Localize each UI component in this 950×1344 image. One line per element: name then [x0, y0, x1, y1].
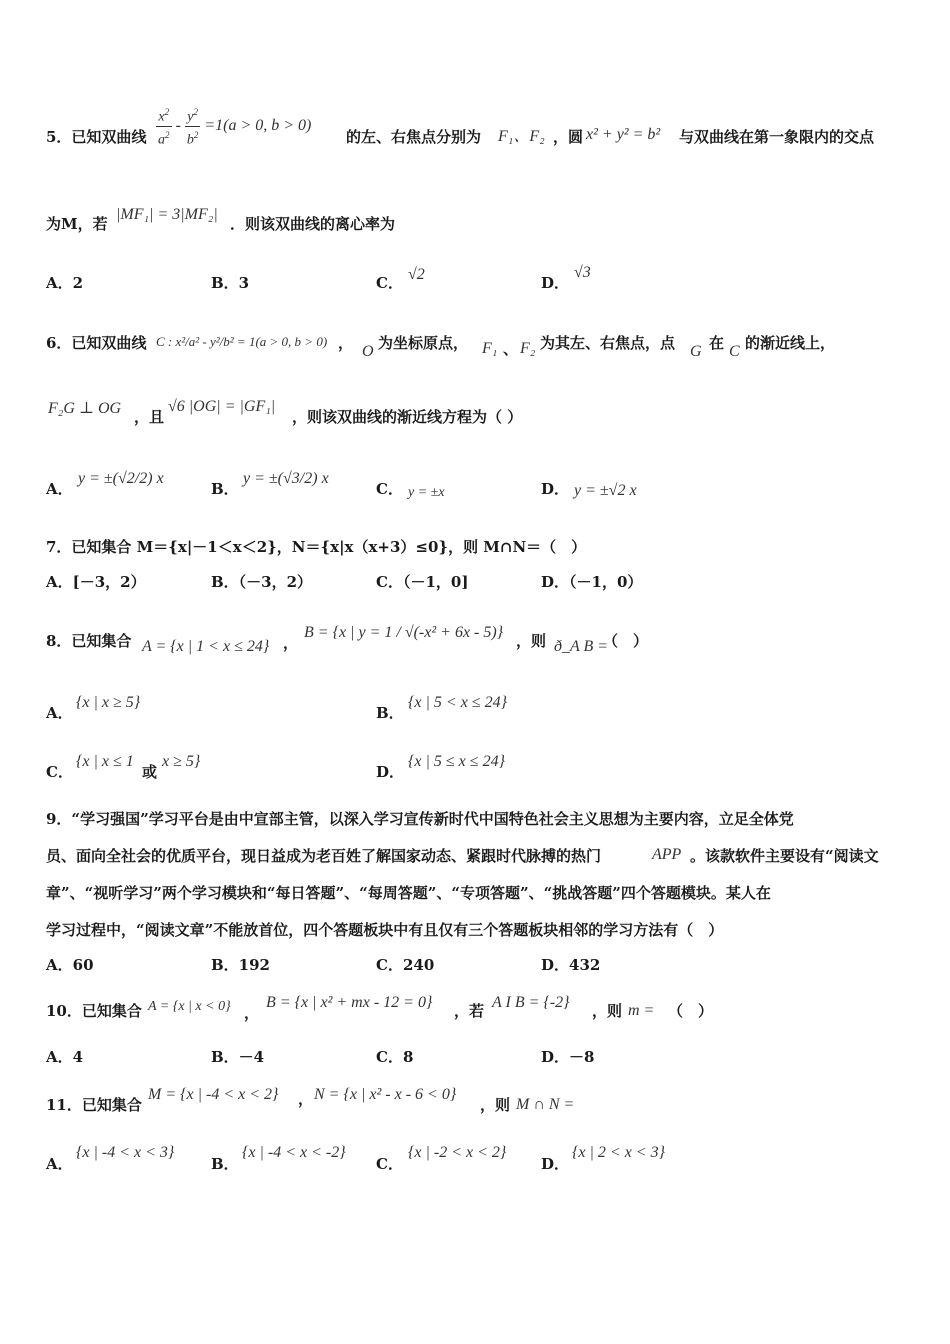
q5-lead: 5．已知双曲线 [46, 128, 147, 146]
q6-option-a-value: y = ±(√2/2) x [78, 470, 164, 487]
q5-foci-symbols: F₁、F₂ [498, 128, 545, 145]
q6-zai: 在 [709, 334, 725, 352]
q9-app: APP [652, 846, 682, 863]
q8-set-b: B = {x | y = 1 / √(-x² + 6x - 5)} [304, 624, 504, 641]
q6-option-c-value: y = ±x [408, 485, 445, 500]
q10-ze: ，则 [592, 1002, 623, 1020]
q9-option-b[interactable]: B．192 [211, 956, 270, 974]
q10-paren: （ ） [668, 1002, 714, 1020]
q8-option-c-value: {x | x ≤ 1 [76, 753, 134, 770]
q5-foci-text: 的左、右焦点分别为 [346, 128, 482, 146]
q6-perpendicular: F₂G ⊥ OG [48, 400, 122, 417]
q5-option-d[interactable]: D． [541, 274, 570, 292]
q8-option-d-value: {x | 5 ≤ x ≤ 24} [408, 753, 505, 770]
q5-circle-equation: x² + y² = b² [586, 126, 661, 143]
q9-line-1: 9．“学习强国”学习平台是由中宣部主管，以深入学习宣传新时代中国特色社会主义思想为主要内容，立足全体党 [46, 810, 794, 828]
q11-option-a-value: {x | -4 < x < 3} [76, 1144, 175, 1161]
q11-comma: ， [298, 1090, 314, 1108]
q11-option-c-value: {x | -2 < x < 2} [408, 1144, 507, 1161]
q11-set-m: M = {x | -4 < x < 2} [148, 1086, 279, 1103]
q9-line-3: 章”、“视听学习”两个学习模块和“每日答题”、“每周答题”、“专项答题”、“挑战答题”四个答题模块。某人在 [46, 884, 771, 902]
q5-option-c[interactable]: C． [376, 274, 403, 292]
q8-ze: ，则 [516, 632, 547, 650]
q6-foci-text: 为其左、右焦点，点 [540, 334, 676, 352]
q8-option-c-value-2: x ≥ 5} [162, 753, 201, 770]
q11-option-a[interactable]: A． [46, 1155, 73, 1173]
q8-option-c[interactable]: C． [46, 763, 73, 781]
q8-option-b-value: {x | 5 < x ≤ 24} [408, 694, 507, 711]
q7-stem: 7．已知集合 M＝{x|－1＜x＜2}，N＝{x|x（x+3）≤0}，则 M∩N＝（ ） [46, 538, 587, 556]
q5-option-a[interactable]: A．2 [46, 274, 84, 292]
q7-option-a[interactable]: A．[－3，2） [46, 573, 146, 591]
q8-complement: ð_A B = [554, 638, 609, 655]
q10-option-c[interactable]: C．8 [376, 1048, 414, 1066]
q9-line-2-tail: 。该款软件主要设有“阅读文 [690, 847, 879, 865]
q11-option-b-value: {x | -4 < x < -2} [242, 1144, 346, 1161]
q6-line1-tail: 的渐近线上， [745, 334, 836, 352]
q9-option-d[interactable]: D．432 [541, 956, 601, 974]
q6-option-d-value: y = ±√2 x [574, 482, 637, 499]
q5-circle-lead: ，圆 [553, 128, 584, 146]
q11-option-d[interactable]: D． [541, 1155, 570, 1173]
q5-option-d-value: √3 [574, 264, 591, 281]
q6-condition: √6 |OG| = |GF₁| [168, 398, 276, 415]
q9-line-4: 学习过程中，“阅读文章”不能放首位，四个答题板块中有且仅有三个答题板块相邻的学习方法有（ ） [46, 921, 724, 939]
q6-origin-symbol: O [362, 343, 374, 360]
q6-option-b[interactable]: B． [211, 480, 239, 498]
q8-lead: 8．已知集合 [46, 632, 132, 650]
q6-origin-text: 为坐标原点， [378, 334, 469, 352]
q11-result: M ∩ N = [516, 1096, 575, 1113]
q10-set-a: A = {x | x < 0} [148, 999, 231, 1014]
q10-intersection: A I B = {-2} [492, 994, 570, 1011]
q6-separator: 、 [503, 340, 519, 358]
q8-comma: ， [283, 634, 299, 652]
q11-set-n: N = {x | x² - x - 6 < 0} [314, 1086, 457, 1103]
q9-option-a[interactable]: A．60 [46, 956, 94, 974]
q6-option-d[interactable]: D． [541, 480, 570, 498]
q11-ze: ，则 [480, 1096, 511, 1114]
q5-line2-lead: 为M，若 [46, 215, 108, 233]
q6-f1: F₁ [482, 340, 498, 357]
q10-set-b: B = {x | x² + mx - 12 = 0} [266, 994, 433, 1011]
q5-condition: |MF₁| = 3|MF₂| [116, 206, 218, 223]
q6-line2-tail: ，则该双曲线的渐近线方程为（ ） [292, 408, 523, 426]
q11-option-d-value: {x | 2 < x < 3} [572, 1144, 665, 1161]
q11-option-c[interactable]: C． [376, 1155, 403, 1173]
q6-lead: 6．已知双曲线 [46, 334, 147, 352]
q6-c-symbol: C [729, 343, 740, 360]
q8-paren: （ ） [603, 632, 649, 650]
q10-lead: 10．已知集合 [46, 1002, 142, 1020]
q9-line-2-lead: 员、面向全社会的优质平台，现日益成为老百姓了解国家动态、紧跟时代脉搏的热门 [46, 847, 602, 865]
q6-option-c[interactable]: C． [376, 480, 403, 498]
q9-option-c[interactable]: C．240 [376, 956, 435, 974]
q8-set-a: A = {x | 1 < x ≤ 24} [142, 638, 270, 655]
q7-option-b[interactable]: B．（－3，2） [211, 573, 313, 591]
q6-f2: F₂ [520, 340, 536, 357]
q6-option-a[interactable]: A． [46, 480, 73, 498]
q6-option-b-value: y = ±(√3/2) x [243, 470, 329, 487]
q11-lead: 11．已知集合 [46, 1096, 142, 1114]
q8-option-a[interactable]: A． [46, 704, 73, 722]
q10-option-a[interactable]: A．4 [46, 1048, 84, 1066]
q7-option-c[interactable]: C．（－1，0] [376, 573, 469, 591]
q8-option-a-value: {x | x ≥ 5} [76, 694, 141, 711]
q6-and: ，且 [134, 408, 165, 426]
q8-option-d[interactable]: D． [376, 763, 405, 781]
q6-curve-equation: C : x²/a² - y²/b² = 1(a > 0, b > 0) [156, 334, 328, 349]
q10-option-b[interactable]: B．－4 [211, 1048, 265, 1066]
q5-option-b[interactable]: B．3 [211, 274, 250, 292]
q5-line1-tail: 与双曲线在第一象限内的交点 [679, 128, 875, 146]
q6-g-symbol: G [690, 343, 702, 360]
q5-hyperbola-equation: $\frac{x^2}{a^2}$ - $\frac{y^2}{b^2}$ =1(a > 0, b > 0) [156, 104, 311, 148]
q8-option-c-or: 或 [142, 763, 158, 781]
q11-option-b[interactable]: B． [211, 1155, 239, 1173]
q8-option-b[interactable]: B． [376, 704, 404, 722]
q5-line2-tail: ．则该双曲线的离心率为 [230, 215, 396, 233]
q7-option-d[interactable]: D．（－1，0） [541, 573, 643, 591]
q10-ruo: ，若 [454, 1002, 485, 1020]
q10-option-d[interactable]: D．－8 [541, 1048, 595, 1066]
q10-comma: ， [244, 1004, 260, 1022]
q10-m-equals: m = [628, 1002, 655, 1019]
q6-comma: ， [338, 334, 354, 352]
q5-option-c-value: √2 [408, 266, 425, 283]
